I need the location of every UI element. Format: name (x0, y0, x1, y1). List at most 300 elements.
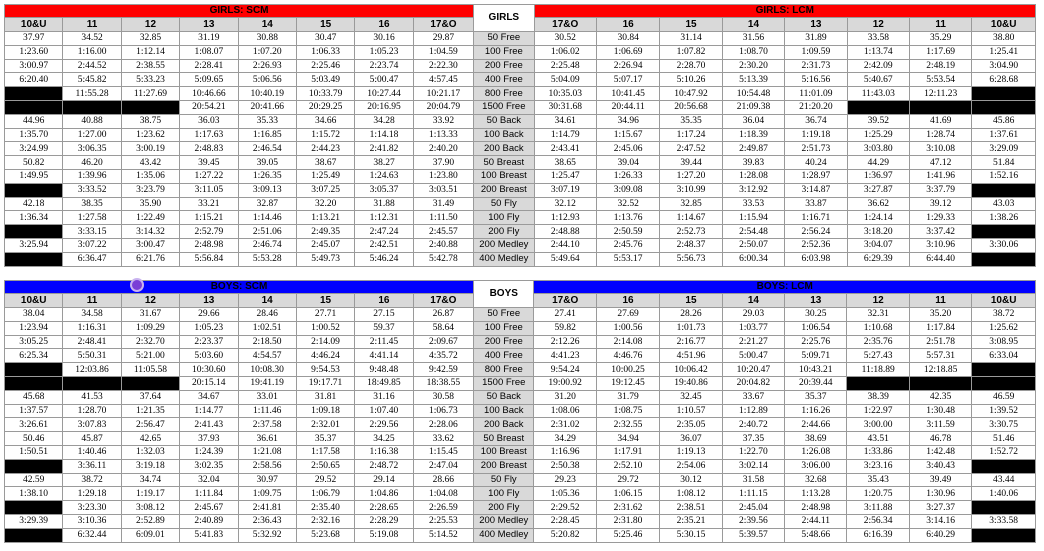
table-row (5, 183, 1036, 197)
lcm-time-cell: 39.83 (722, 156, 784, 170)
scm-time-cell: 1:14.46 (238, 211, 296, 225)
table-row (5, 376, 1036, 390)
scm-time-cell: 20:16.95 (355, 100, 413, 114)
lcm-time-cell: 2:38.51 (660, 501, 722, 515)
scm-time-cell: 5:46.24 (355, 252, 413, 266)
event-label: 100 Free (474, 45, 534, 59)
table-row (5, 142, 1036, 156)
scm-time-cell: 2:23.74 (355, 59, 413, 73)
scm-time-cell: 2:45.67 (180, 501, 238, 515)
scm-time-cell: 2:46.54 (238, 142, 296, 156)
event-label: 50 Breast (474, 432, 534, 446)
lcm-time-cell: 2:45.04 (722, 501, 784, 515)
scm-time-cell: 1:02.51 (238, 321, 296, 335)
girls-lcm-age-header: 16 (596, 18, 659, 32)
table-row (5, 114, 1036, 128)
event-label: 200 Fly (474, 225, 534, 239)
girls-scm-age-header: 17&O (413, 18, 473, 32)
scm-time-cell: 5:09.65 (180, 73, 238, 87)
scm-time-cell: 9:54.53 (296, 363, 354, 377)
scm-time-cell: 1:13.33 (413, 128, 473, 142)
blocked-cell (5, 459, 63, 473)
scm-time-cell: 38.27 (355, 156, 413, 170)
table-row (5, 473, 1036, 487)
table-row (5, 349, 1036, 363)
lcm-time-cell: 32.31 (847, 308, 909, 322)
lcm-time-cell: 32.68 (785, 473, 847, 487)
scm-time-cell: 2:45.07 (296, 238, 354, 252)
lcm-time-cell: 33.67 (722, 390, 784, 404)
lcm-time-cell: 2:21.27 (722, 335, 784, 349)
scm-time-cell: 10:46.66 (180, 87, 238, 101)
table-row (5, 87, 1036, 101)
scm-time-cell: 1:23.60 (5, 45, 63, 59)
scm-time-cell: 1:06.79 (296, 487, 354, 501)
lcm-time-cell: 1:27.20 (660, 169, 722, 183)
scm-time-cell: 32.87 (238, 197, 296, 211)
scm-time-cell: 2:37.58 (238, 418, 296, 432)
lcm-time-cell: 31.56 (722, 32, 784, 46)
event-label: 400 Free (474, 73, 534, 87)
lcm-time-cell: 5:13.39 (722, 73, 784, 87)
lcm-time-cell: 1:20.75 (847, 487, 909, 501)
lcm-time-cell: 2:35.21 (660, 514, 722, 528)
event-label: 200 Breast (474, 183, 534, 197)
scm-time-cell: 38.04 (5, 308, 63, 322)
scm-time-cell: 3:08.12 (121, 501, 179, 515)
blocked-cell (847, 100, 909, 114)
lcm-time-cell: 32.45 (660, 390, 722, 404)
lcm-time-cell: 46.78 (909, 432, 971, 446)
blocked-cell (909, 100, 971, 114)
girls-lcm-title: GIRLS: LCM (534, 5, 1035, 18)
blocked-cell (972, 225, 1036, 239)
scm-time-cell: 3:33.15 (63, 225, 121, 239)
lcm-time-cell: 30.52 (534, 32, 596, 46)
event-label: 50 Back (474, 390, 534, 404)
scm-time-cell: 2:51.06 (238, 225, 296, 239)
lcm-time-cell: 5:20.82 (534, 528, 596, 542)
boys-lcm-age-header: 12 (847, 294, 909, 308)
lcm-time-cell: 5:00.47 (722, 349, 784, 363)
scm-time-cell: 2:45.57 (413, 225, 473, 239)
lcm-time-cell: 2:52.73 (660, 225, 722, 239)
scm-time-cell: 3:05.25 (5, 335, 63, 349)
scm-time-cell: 3:07.25 (296, 183, 354, 197)
scm-time-cell: 37.93 (180, 432, 238, 446)
lcm-time-cell: 12:11.23 (909, 87, 971, 101)
lcm-time-cell: 1:15.67 (596, 128, 659, 142)
event-label: 200 Breast (474, 459, 534, 473)
event-label: 100 Fly (474, 211, 534, 225)
lcm-time-cell: 6:44.40 (909, 252, 971, 266)
scm-time-cell: 37.90 (413, 156, 473, 170)
scm-time-cell: 1:13.21 (296, 211, 354, 225)
lcm-time-cell: 1:18.39 (722, 128, 784, 142)
boys-scm-age-header: 10&U (5, 294, 63, 308)
scm-time-cell: 2:32.01 (296, 418, 354, 432)
scm-time-cell: 1:21.35 (121, 404, 179, 418)
blocked-cell (972, 363, 1036, 377)
scm-time-cell: 1:40.46 (63, 445, 121, 459)
scm-time-cell: 1:26.35 (238, 169, 296, 183)
lcm-time-cell: 6:16.39 (847, 528, 909, 542)
lcm-time-cell: 9:54.24 (534, 363, 596, 377)
blocked-cell (972, 100, 1036, 114)
scm-time-cell: 38.67 (296, 156, 354, 170)
lcm-time-cell: 1:22.70 (722, 445, 784, 459)
scm-time-cell: 18:49.85 (355, 376, 413, 390)
boys-lcm-age-header: 16 (596, 294, 659, 308)
lcm-time-cell: 1:14.79 (534, 128, 596, 142)
lcm-time-cell: 1:37.61 (972, 128, 1036, 142)
scm-time-cell: 3:36.11 (63, 459, 121, 473)
lcm-time-cell: 29.72 (596, 473, 659, 487)
lcm-time-cell: 1:42.48 (909, 445, 971, 459)
scm-time-cell: 2:14.09 (296, 335, 354, 349)
lcm-time-cell: 3:29.09 (972, 142, 1036, 156)
lcm-time-cell: 1:28.97 (785, 169, 847, 183)
lcm-time-cell: 2:47.52 (660, 142, 722, 156)
scm-time-cell: 3:23.30 (63, 501, 121, 515)
blocked-cell (5, 100, 63, 114)
scm-time-cell: 6:32.44 (63, 528, 121, 542)
scm-time-cell: 36.03 (180, 114, 238, 128)
lcm-time-cell: 5:16.56 (785, 73, 847, 87)
lcm-time-cell: 10:47.92 (660, 87, 722, 101)
scm-time-cell: 39.45 (180, 156, 238, 170)
lcm-time-cell: 3:02.14 (722, 459, 784, 473)
table-row (5, 169, 1036, 183)
lcm-time-cell: 1:15.94 (722, 211, 784, 225)
scm-time-cell: 2:47.04 (413, 459, 473, 473)
lcm-time-cell: 1:07.82 (660, 45, 722, 59)
lcm-time-cell: 35.35 (660, 114, 722, 128)
scm-time-cell: 1:24.39 (180, 445, 238, 459)
lcm-time-cell: 1:06.54 (785, 321, 847, 335)
lcm-time-cell: 5:53.17 (596, 252, 659, 266)
scm-time-cell: 3:25.94 (5, 238, 63, 252)
lcm-time-cell: 1:11.15 (722, 487, 784, 501)
table-row (5, 252, 1036, 266)
table-row (5, 225, 1036, 239)
lcm-time-cell: 10:06.42 (660, 363, 722, 377)
lcm-time-cell: 1:24.14 (847, 211, 909, 225)
lcm-time-cell: 5:39.57 (722, 528, 784, 542)
scm-time-cell: 34.67 (180, 390, 238, 404)
table-row (5, 487, 1036, 501)
lcm-time-cell: 3:23.16 (847, 459, 909, 473)
lcm-time-cell: 36.62 (847, 197, 909, 211)
event-label: 200 Medley (474, 238, 534, 252)
scm-time-cell: 34.66 (296, 114, 354, 128)
scm-time-cell: 31.81 (296, 390, 354, 404)
lcm-time-cell: 19:00.92 (534, 376, 596, 390)
scm-time-cell: 5:14.52 (413, 528, 473, 542)
scm-time-cell: 2:42.51 (355, 238, 413, 252)
lcm-time-cell: 51.46 (972, 432, 1036, 446)
lcm-time-cell: 2:45.76 (596, 238, 659, 252)
lcm-time-cell: 32.12 (534, 197, 596, 211)
scm-time-cell: 31.49 (413, 197, 473, 211)
lcm-time-cell: 38.65 (534, 156, 596, 170)
scm-time-cell: 37.64 (121, 390, 179, 404)
lcm-time-cell: 3:30.75 (972, 418, 1036, 432)
table-row (5, 238, 1036, 252)
lcm-time-cell: 4:51.96 (660, 349, 722, 363)
lcm-time-cell: 21:20.20 (785, 100, 847, 114)
lcm-time-cell: 3:04.90 (972, 59, 1036, 73)
scm-time-cell: 2:41.82 (355, 142, 413, 156)
blocked-cell (972, 376, 1036, 390)
lcm-time-cell: 2:30.20 (722, 59, 784, 73)
lcm-time-cell: 1:52.72 (972, 445, 1036, 459)
lcm-time-cell: 5:07.17 (596, 73, 659, 87)
lcm-time-cell: 2:39.56 (722, 514, 784, 528)
scm-time-cell: 1:27.00 (63, 128, 121, 142)
scm-time-cell: 1:15.45 (413, 445, 473, 459)
lcm-time-cell: 2:29.52 (534, 501, 596, 515)
scm-time-cell: 2:09.67 (413, 335, 473, 349)
lcm-time-cell: 5:53.54 (909, 73, 971, 87)
lcm-time-cell: 2:50.59 (596, 225, 659, 239)
lcm-time-cell: 1:13.28 (785, 487, 847, 501)
scm-time-cell: 1:14.18 (355, 128, 413, 142)
boys-lcm-age-header: 10&U (972, 294, 1036, 308)
scm-time-cell: 1:32.03 (121, 445, 179, 459)
lcm-time-cell: 43.51 (847, 432, 909, 446)
lcm-time-cell: 1:17.84 (909, 321, 971, 335)
scm-time-cell: 5:00.47 (355, 73, 413, 87)
lcm-time-cell: 1:16.26 (785, 404, 847, 418)
table-row (5, 418, 1036, 432)
table-row (5, 73, 1036, 87)
scm-time-cell: 1:05.23 (180, 321, 238, 335)
lcm-time-cell: 51.84 (972, 156, 1036, 170)
lcm-time-cell: 33.58 (847, 32, 909, 46)
scm-time-cell: 1:11.84 (180, 487, 238, 501)
scm-time-cell: 2:26.93 (238, 59, 296, 73)
scm-time-cell: 5:21.00 (121, 349, 179, 363)
lcm-time-cell: 5:56.73 (660, 252, 722, 266)
scm-time-cell: 2:32.70 (121, 335, 179, 349)
lcm-time-cell: 37.35 (722, 432, 784, 446)
girls-lcm-age-header: 17&O (534, 18, 596, 32)
lcm-time-cell: 1:25.47 (534, 169, 596, 183)
boys-lcm-title: BOYS: LCM (534, 281, 1036, 294)
scm-time-cell: 1:23.62 (121, 128, 179, 142)
scm-time-cell: 10:40.19 (238, 87, 296, 101)
scm-time-cell: 3:00.19 (121, 142, 179, 156)
scm-time-cell: 1:09.29 (121, 321, 179, 335)
lcm-time-cell: 2:50.07 (722, 238, 784, 252)
scm-time-cell: 5:42.78 (413, 252, 473, 266)
scm-time-cell: 2:40.89 (180, 514, 238, 528)
scm-time-cell: 30.16 (355, 32, 413, 46)
girls-lcm-age-header: 10&U (972, 18, 1036, 32)
lcm-time-cell: 34.29 (534, 432, 596, 446)
lcm-time-cell: 5:09.71 (785, 349, 847, 363)
lcm-time-cell: 2:40.72 (722, 418, 784, 432)
scm-time-cell: 1:35.06 (121, 169, 179, 183)
scm-time-cell: 2:47.24 (355, 225, 413, 239)
lcm-time-cell: 3:11.88 (847, 501, 909, 515)
event-label: 400 Medley (474, 252, 534, 266)
lcm-time-cell: 45.86 (972, 114, 1036, 128)
scm-time-cell: 38.72 (63, 473, 121, 487)
scm-time-cell: 34.74 (121, 473, 179, 487)
lcm-time-cell: 36.74 (785, 114, 847, 128)
event-label: 200 Medley (474, 514, 534, 528)
blocked-cell (63, 376, 121, 390)
lcm-time-cell: 1:10.57 (660, 404, 722, 418)
scm-time-cell: 1:37.57 (5, 404, 63, 418)
scm-time-cell: 59.37 (355, 321, 413, 335)
lcm-time-cell: 3:10.99 (660, 183, 722, 197)
blocked-cell (972, 183, 1036, 197)
lcm-time-cell: 1:52.16 (972, 169, 1036, 183)
scm-time-cell: 9:42.59 (413, 363, 473, 377)
scm-time-cell: 29.87 (413, 32, 473, 46)
scm-time-cell: 1:12.31 (355, 211, 413, 225)
lcm-time-cell: 34.96 (596, 114, 659, 128)
scm-time-cell: 20:04.79 (413, 100, 473, 114)
lcm-time-cell: 3:37.42 (909, 225, 971, 239)
lcm-time-cell: 1:26.33 (596, 169, 659, 183)
scm-time-cell: 5:03.49 (296, 73, 354, 87)
lcm-time-cell: 2:52.36 (785, 238, 847, 252)
scm-time-cell: 32.85 (121, 32, 179, 46)
scm-time-cell: 10:30.60 (180, 363, 238, 377)
scm-time-cell: 1:29.18 (63, 487, 121, 501)
scm-time-cell: 35.33 (238, 114, 296, 128)
boys-lcm-age-header: 17&O (534, 294, 596, 308)
scm-time-cell: 2:48.83 (180, 142, 238, 156)
scm-time-cell: 1:28.70 (63, 404, 121, 418)
scm-time-cell: 1:35.70 (5, 128, 63, 142)
lcm-time-cell: 19:12.45 (596, 376, 659, 390)
boys-scm-age-header: 16 (355, 294, 413, 308)
scm-time-cell: 2:48.41 (63, 335, 121, 349)
table-row (5, 211, 1036, 225)
scm-time-cell: 33.21 (180, 197, 238, 211)
lcm-time-cell: 2:16.77 (660, 335, 722, 349)
lcm-time-cell: 1:22.97 (847, 404, 909, 418)
lcm-time-cell: 1:16.71 (785, 211, 847, 225)
lcm-time-cell: 2:25.48 (534, 59, 596, 73)
scm-time-cell: 58.64 (413, 321, 473, 335)
boys-lcm-age-header: 14 (722, 294, 784, 308)
lcm-time-cell: 1:12.93 (534, 211, 596, 225)
scm-time-cell: 3:05.37 (355, 183, 413, 197)
lcm-time-cell: 39.12 (909, 197, 971, 211)
scm-time-cell: 1:21.08 (238, 445, 296, 459)
scm-time-cell: 3:07.83 (63, 418, 121, 432)
scm-time-cell: 30.58 (413, 390, 473, 404)
scm-time-cell: 31.19 (180, 32, 238, 46)
lcm-time-cell: 39.49 (909, 473, 971, 487)
scm-time-cell: 4:41.14 (355, 349, 413, 363)
event-label: 100 Free (474, 321, 534, 335)
scm-time-cell: 2:36.43 (238, 514, 296, 528)
scm-time-cell: 43.42 (121, 156, 179, 170)
scm-time-cell: 34.25 (355, 432, 413, 446)
scm-time-cell: 2:40.88 (413, 238, 473, 252)
event-label: 800 Free (474, 87, 534, 101)
scm-time-cell: 11:55.28 (63, 87, 121, 101)
blocked-cell (972, 252, 1036, 266)
scm-time-cell: 1:49.95 (5, 169, 63, 183)
scm-time-cell: 1:16.00 (63, 45, 121, 59)
scm-time-cell: 3:11.05 (180, 183, 238, 197)
lcm-time-cell: 11:18.89 (847, 363, 909, 377)
lcm-time-cell: 2:48.37 (660, 238, 722, 252)
lcm-time-cell: 3:18.20 (847, 225, 909, 239)
lcm-time-cell: 1:17.69 (909, 45, 971, 59)
blocked-cell (972, 501, 1036, 515)
lcm-time-cell: 36.07 (660, 432, 722, 446)
scm-time-cell: 2:25.53 (413, 514, 473, 528)
lcm-time-cell: 10:41.45 (596, 87, 659, 101)
lcm-time-cell: 43.44 (972, 473, 1036, 487)
lcm-time-cell: 30:31.68 (534, 100, 596, 114)
lcm-time-cell: 5:30.15 (660, 528, 722, 542)
table-row (5, 501, 1036, 515)
scm-time-cell: 39.05 (238, 156, 296, 170)
lcm-time-cell: 4:41.23 (534, 349, 596, 363)
scm-time-cell: 3:33.52 (63, 183, 121, 197)
scm-time-cell: 3:00.97 (5, 59, 63, 73)
lcm-time-cell: 3:09.08 (596, 183, 659, 197)
lcm-time-cell: 2:43.41 (534, 142, 596, 156)
scm-time-cell: 1:16.31 (63, 321, 121, 335)
event-label: 800 Free (474, 363, 534, 377)
lcm-time-cell: 2:49.87 (722, 142, 784, 156)
scm-time-cell: 4:57.45 (413, 73, 473, 87)
lcm-time-cell: 1:08.06 (534, 404, 596, 418)
lcm-time-cell: 1:10.68 (847, 321, 909, 335)
scm-time-cell: 5:32.92 (238, 528, 296, 542)
scm-time-cell: 34.52 (63, 32, 121, 46)
table-row (5, 197, 1036, 211)
scm-time-cell: 9:48.48 (355, 363, 413, 377)
girls-scm-age-header: 16 (355, 18, 413, 32)
scm-time-cell: 1:07.20 (238, 45, 296, 59)
scm-time-cell: 6:21.76 (121, 252, 179, 266)
scm-time-cell: 3:29.39 (5, 514, 63, 528)
scm-time-cell: 1:50.51 (5, 445, 63, 459)
lcm-time-cell: 32.85 (660, 197, 722, 211)
scm-time-cell: 2:18.50 (238, 335, 296, 349)
boys-scm-age-header: 14 (238, 294, 296, 308)
lcm-time-cell: 5:48.66 (785, 528, 847, 542)
table-row (5, 45, 1036, 59)
scm-time-cell: 1:39.96 (63, 169, 121, 183)
scm-time-cell: 32.04 (180, 473, 238, 487)
scm-time-cell: 33.01 (238, 390, 296, 404)
boys-grid (4, 280, 1036, 543)
scm-time-cell: 19:41.19 (238, 376, 296, 390)
scm-time-cell: 50.82 (5, 156, 63, 170)
scm-time-cell: 18:38.55 (413, 376, 473, 390)
scm-time-cell: 34.28 (355, 114, 413, 128)
lcm-time-cell: 2:48.88 (534, 225, 596, 239)
lcm-time-cell: 28.26 (660, 308, 722, 322)
lcm-time-cell: 3:10.08 (909, 142, 971, 156)
lcm-time-cell: 2:31.80 (596, 514, 659, 528)
boys-lcm-age-header: 13 (785, 294, 847, 308)
girls-label: GIRLS (474, 5, 534, 32)
